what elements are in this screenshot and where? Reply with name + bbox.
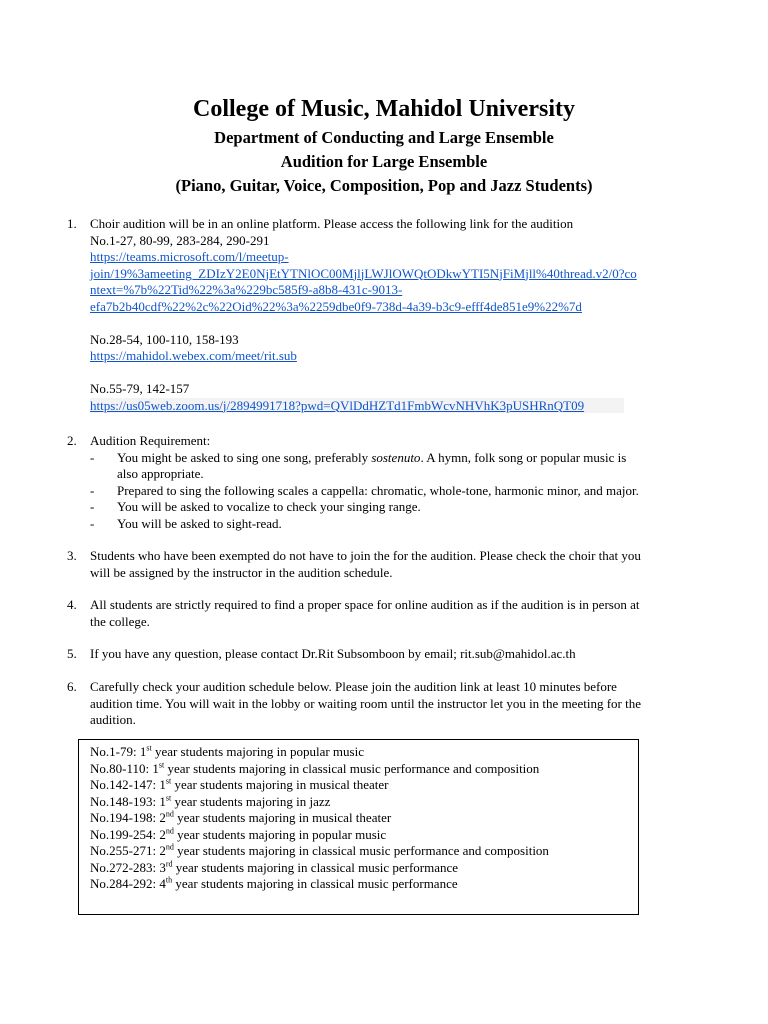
schedule-row: No.284-292: 4th year students majoring in classical music performance xyxy=(90,875,458,891)
group-2-range: No.28-54, 100-110, 158-193 xyxy=(90,331,239,347)
department-heading: Department of Conducting and Large Ensemble xyxy=(214,128,554,147)
group-1-range: No.1-27, 80-99, 283-284, 290-291 xyxy=(90,232,270,248)
teams-meeting-link[interactable] xyxy=(90,249,690,315)
contact-line: If you have any question, please contact Dr.Rit Subsomboon by email; rit.sub@mahidol.ac.th xyxy=(90,646,576,661)
requirement-title: Audition Requirement: xyxy=(90,433,211,448)
paragraph-line: the college. xyxy=(90,613,150,629)
requirement-text: You will be asked to vocalize to check your singing range. xyxy=(117,499,421,514)
audition-heading: Audition for Large Ensemble xyxy=(280,152,488,171)
webex-meeting-link[interactable]: https://mahidol.webex.com/meet/rit.sub xyxy=(90,348,297,363)
schedule-row: No.142-147: 1st year students majoring in musical theater xyxy=(90,776,389,792)
zoom-meeting-link[interactable]: https://us05web.zoom.us/j/2894991718?pwd=QVlDdHZTd1FmbWcvNHVhK3pUSHRnQT09 xyxy=(90,398,624,413)
item-number: 2. xyxy=(67,433,77,448)
students-heading: (Piano, Guitar, Voice, Composition, Pop and Jazz Students) xyxy=(175,176,593,195)
requirement-text: Prepared to sing the following scales a cappella: chromatic, whole-tone, harmonic minor, and major. xyxy=(117,482,639,498)
schedule-row: No.199-254: 2nd year students majoring in popular music xyxy=(90,826,387,842)
requirement-text: You might be asked to sing one song, preferably xyxy=(117,449,372,465)
requirement-text: You will be asked to sight-read. xyxy=(117,515,282,531)
bullet-dash: - xyxy=(90,482,95,498)
schedule-row: No.1-79: 1st year students majoring in popular music xyxy=(90,743,364,759)
paragraph-line: audition. xyxy=(90,712,136,727)
bullet-dash: - xyxy=(90,449,95,465)
teams-link-line: ntext=%7b%22Tid%22%3a%229bc585f9-a8b8-431c-9013- xyxy=(90,282,403,297)
item-number: 1. xyxy=(67,216,77,231)
teams-link-line: join/19%3ameeting_ZDIzY2E0NjEtYTNlOC00MjljLWJlOWQtODkwYTI5NjFiMjll%40thread.v2/0?co xyxy=(90,265,637,281)
requirement-4 xyxy=(90,516,690,533)
schedule-box xyxy=(78,739,639,915)
item-number: 5. xyxy=(67,646,77,661)
schedule-row: No.148-193: 1st year students majoring in jazz xyxy=(90,793,331,809)
group-3-range: No.55-79, 142-157 xyxy=(90,381,190,396)
teams-link-line: efa7b2b40cdf%22%2c%22Oid%22%3a%2259dbe0f9-738d-4a39-b3c9-efff4de851e9%22%7d xyxy=(90,298,582,314)
requirement-text: also appropriate. xyxy=(117,466,204,481)
paragraph-line: All students are strictly required to find a proper space for online audition as if the audition is in person at xyxy=(90,597,640,612)
item-number: 6. xyxy=(67,679,77,694)
sostenuto-emphasis: sostenuto xyxy=(371,449,421,465)
requirement-1 xyxy=(90,450,690,483)
item-number: 4. xyxy=(67,597,77,612)
schedule-row: No.272-283: 3rd year students majoring in classical music performance xyxy=(90,859,459,875)
document-title: College of Music, Mahidol University xyxy=(193,96,575,122)
paragraph-line: audition time. You will wait in the lobby or waiting room until the instructor let you in the meeting for the xyxy=(90,695,641,711)
paragraph-line: Students who have been exempted do not have to join the for the audition. Please check the choir that you xyxy=(90,548,641,563)
item-1-intro: Choir audition will be in an online platform. Please access the following link for the audition xyxy=(90,216,574,231)
requirement-2 xyxy=(90,483,690,500)
schedule-row: No.194-198: 2nd year students majoring in musical theater xyxy=(90,809,392,825)
item-number: 3. xyxy=(67,548,77,563)
bullet-dash: - xyxy=(90,515,95,531)
paragraph-line: Carefully check your audition schedule below. Please join the audition link at least 10 minutes before xyxy=(90,679,617,694)
bullet-dash: - xyxy=(90,499,95,514)
schedule-row: No.80-110: 1st year students majoring in classical music performance and composition xyxy=(90,760,540,776)
teams-link-line: https://teams.microsoft.com/l/meetup- xyxy=(90,249,289,264)
schedule-row: No.255-271: 2nd year students majoring in classical music performance and composition xyxy=(90,842,549,858)
requirement-text: . A hymn, folk song or popular music is xyxy=(420,449,627,465)
paragraph-line: will be assigned by the instructor in the audition schedule. xyxy=(90,564,393,580)
requirement-3 xyxy=(90,499,690,516)
